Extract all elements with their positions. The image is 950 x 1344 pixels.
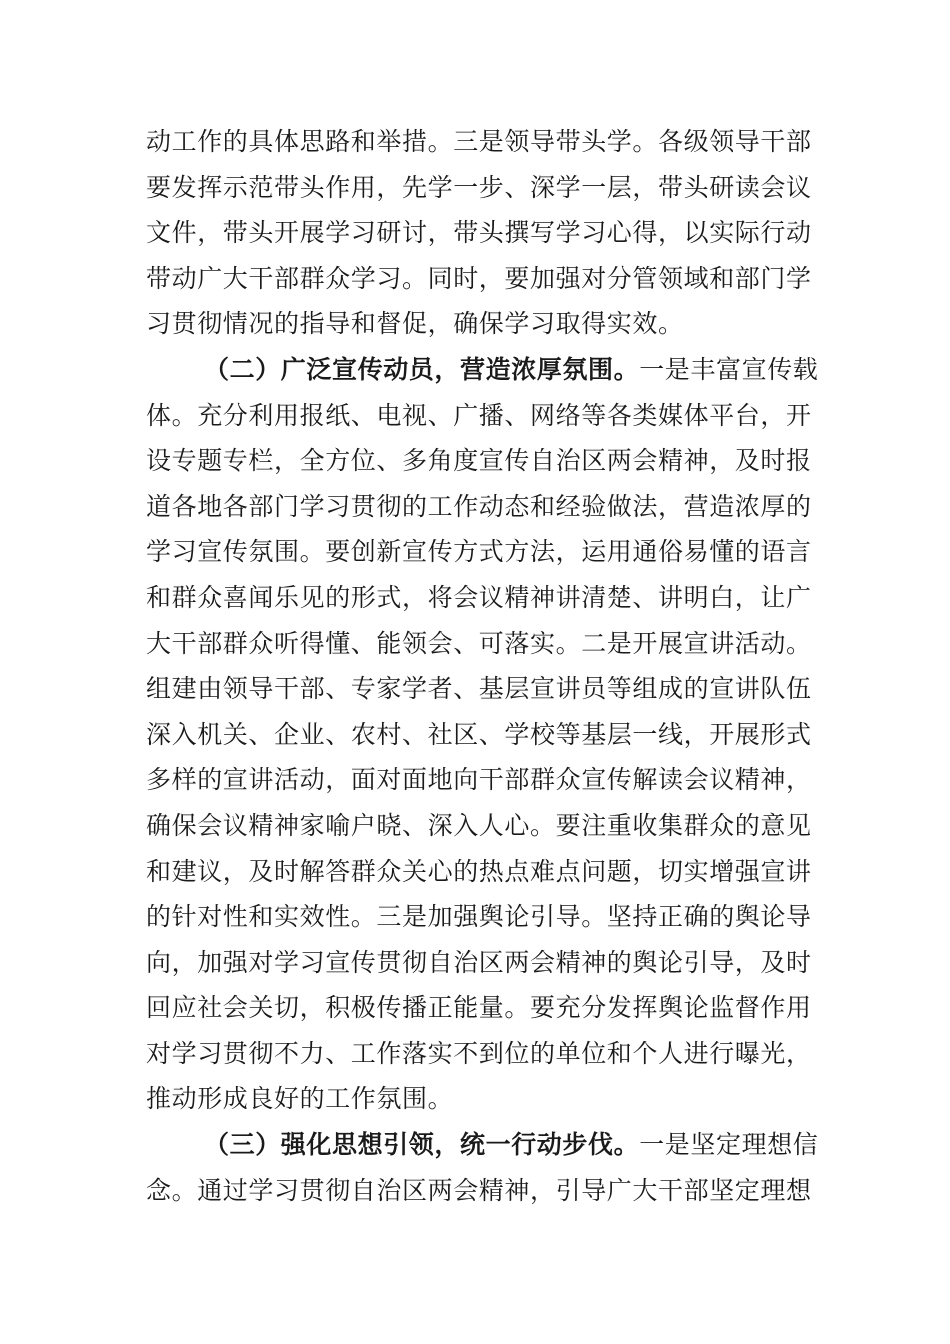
text-line: 组建由领导干部、专家学者、基层宣讲员等组成的宣讲队伍 xyxy=(146,674,812,704)
paragraph-first-line xyxy=(146,347,819,393)
text-line: 对学习贯彻不力、工作落实不到位的单位和个人进行曝光， xyxy=(146,1038,812,1068)
paragraph-1 xyxy=(146,119,812,347)
text-line: 大干部群众听得懂、能领会、可落实。二是开展宣讲活动。 xyxy=(146,628,812,658)
text-line: 深入机关、企业、农村、社区、学校等基层一线，开展形式 xyxy=(146,719,812,749)
text-line: 向，加强对学习宣传贯彻自治区两会精神的舆论引导，及时 xyxy=(146,947,812,977)
paragraph-3 xyxy=(146,1122,819,1213)
text-line: 道各地各部门学习贯彻的工作动态和经验做法，营造浓厚的 xyxy=(146,491,812,521)
text-line: 和群众喜闻乐见的形式，将会议精神讲清楚、讲明白，让广 xyxy=(146,582,812,612)
text-line: 回应社会关切，积极传播正能量。要充分发挥舆论监督作用 xyxy=(146,993,812,1023)
text-line: 动工作的具体思路和举措。三是领导带头学。各级领导干部 xyxy=(146,127,812,156)
paragraph-first-line xyxy=(146,1122,819,1168)
text-line: 习贯彻情况的指导和督促，确保学习取得实效。 xyxy=(146,309,684,339)
document-body xyxy=(146,119,819,1213)
text-line: 多样的宣讲活动，面对面地向干部群众宣传解读会议精神， xyxy=(146,765,812,795)
text-line: 的针对性和实效性。三是加强舆论引导。坚持正确的舆论导 xyxy=(146,902,812,932)
text-run: 一是丰富宣传载 xyxy=(639,354,819,384)
text-line: 文件，带头开展学习研讨，带头撰写学习心得，以实际行动 xyxy=(146,218,812,248)
text-run: 一是坚定理想信 xyxy=(639,1130,819,1160)
text-line: 要发挥示范带头作用，先学一步、深学一层，带头研读会议 xyxy=(146,172,812,202)
text-line: 设专题专栏，全方位、多角度宣传自治区两会精神，及时报 xyxy=(146,446,812,476)
text-line: 和建议，及时解答群众关心的热点难点问题，切实增强宣讲 xyxy=(146,856,812,886)
text-line: 带动广大干部群众学习。同时，要加强对分管领域和部门学 xyxy=(146,263,812,293)
text-line: 推动形成良好的工作氛围。 xyxy=(146,1084,454,1114)
section-heading: （二）广泛宣传动员，营造浓厚氛围。 xyxy=(204,354,640,384)
text-line: 学习宣传氛围。要创新宣传方式方法，运用通俗易懂的语言 xyxy=(146,537,812,567)
text-line: 确保会议精神家喻户晓、深入人心。要注重收集群众的意见 xyxy=(146,810,812,840)
section-heading: （三）强化思想引领，统一行动步伐。 xyxy=(204,1130,640,1160)
paragraph-2 xyxy=(146,347,819,1122)
text-line: 体。充分利用报纸、电视、广播、网络等各类媒体平台，开 xyxy=(146,400,812,430)
text-line: 念。通过学习贯彻自治区两会精神，引导广大干部坚定理想 xyxy=(146,1175,812,1205)
